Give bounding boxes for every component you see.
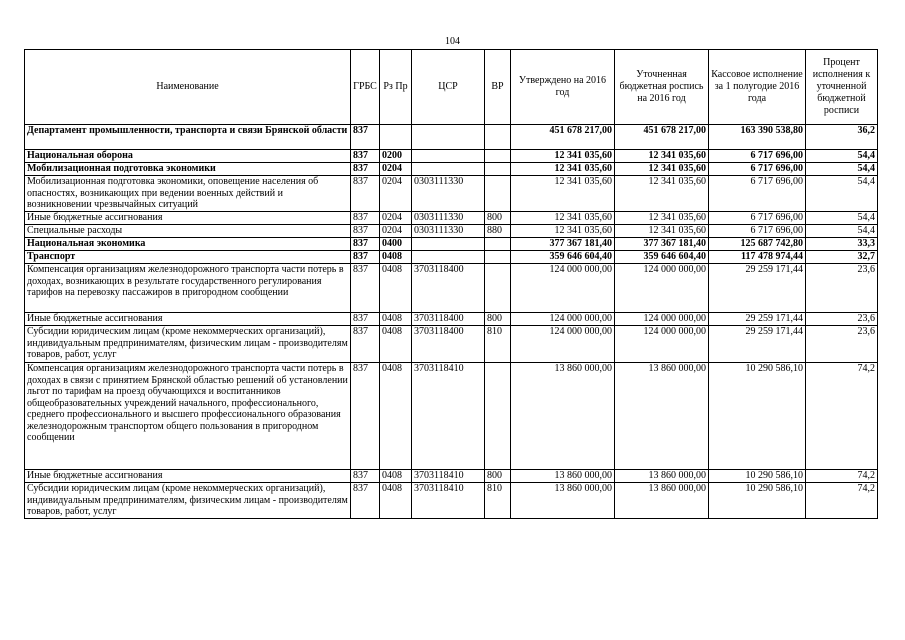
cell-approved: 12 341 035,60	[511, 176, 615, 212]
cell-vr	[485, 363, 511, 470]
cell-csr: 3703118410	[412, 483, 485, 519]
cell-rzpr: 0408	[380, 326, 412, 363]
cell-rzpr: 0408	[380, 313, 412, 326]
table-row	[25, 483, 878, 519]
cell-approved: 12 341 035,60	[511, 212, 615, 225]
table-row	[25, 326, 878, 363]
cell-cash: 10 290 586,10	[709, 483, 806, 519]
cell-refined: 124 000 000,00	[615, 264, 709, 313]
cell-name: Национальная экономика	[25, 238, 351, 251]
cell-cash: 6 717 696,00	[709, 150, 806, 163]
cell-percent: 54,4	[806, 163, 878, 176]
cell-rzpr: 0408	[380, 264, 412, 313]
cell-grbs: 837	[351, 251, 380, 264]
cell-percent: 74,2	[806, 470, 878, 483]
cell-name: Национальная оборона	[25, 150, 351, 163]
cell-approved: 13 860 000,00	[511, 483, 615, 519]
cell-approved: 124 000 000,00	[511, 326, 615, 363]
cell-refined: 13 860 000,00	[615, 470, 709, 483]
cell-vr	[485, 125, 511, 150]
cell-refined: 451 678 217,00	[615, 125, 709, 150]
cell-refined: 12 341 035,60	[615, 225, 709, 238]
cell-cash: 29 259 171,44	[709, 313, 806, 326]
cell-rzpr: 0408	[380, 363, 412, 470]
budget-table	[24, 49, 878, 519]
header-percent: Процент исполнения к уточненной бюджетной росписи	[806, 50, 878, 125]
table-row	[25, 163, 878, 176]
cell-grbs: 837	[351, 470, 380, 483]
cell-grbs: 837	[351, 363, 380, 470]
cell-refined: 12 341 035,60	[615, 176, 709, 212]
header-name: Наименование	[25, 50, 351, 125]
cell-cash: 163 390 538,80	[709, 125, 806, 150]
cell-csr: 3703118400	[412, 313, 485, 326]
cell-refined: 124 000 000,00	[615, 326, 709, 363]
table-row	[25, 125, 878, 150]
cell-cash: 29 259 171,44	[709, 326, 806, 363]
table-header-row	[25, 50, 878, 125]
cell-csr: 3703118410	[412, 470, 485, 483]
cell-name: Иные бюджетные ассигнования	[25, 313, 351, 326]
cell-refined: 377 367 181,40	[615, 238, 709, 251]
cell-rzpr: 0204	[380, 225, 412, 238]
header-grbs: ГРБС	[351, 50, 380, 125]
cell-rzpr: 0408	[380, 470, 412, 483]
cell-csr	[412, 163, 485, 176]
cell-percent: 32,7	[806, 251, 878, 264]
cell-cash: 125 687 742,80	[709, 238, 806, 251]
cell-vr: 800	[485, 313, 511, 326]
cell-approved: 377 367 181,40	[511, 238, 615, 251]
cell-percent: 54,4	[806, 150, 878, 163]
cell-cash: 6 717 696,00	[709, 212, 806, 225]
cell-approved: 359 646 604,40	[511, 251, 615, 264]
cell-approved: 124 000 000,00	[511, 264, 615, 313]
cell-refined: 12 341 035,60	[615, 163, 709, 176]
cell-cash: 6 717 696,00	[709, 225, 806, 238]
cell-csr: 3703118410	[412, 363, 485, 470]
cell-refined: 13 860 000,00	[615, 363, 709, 470]
cell-vr: 800	[485, 470, 511, 483]
cell-cash: 117 478 974,44	[709, 251, 806, 264]
cell-refined: 13 860 000,00	[615, 483, 709, 519]
cell-percent: 74,2	[806, 483, 878, 519]
table-row	[25, 313, 878, 326]
cell-rzpr: 0200	[380, 150, 412, 163]
cell-approved: 12 341 035,60	[511, 150, 615, 163]
cell-vr	[485, 150, 511, 163]
header-vr: ВР	[485, 50, 511, 125]
cell-rzpr	[380, 125, 412, 150]
table-row	[25, 251, 878, 264]
cell-percent: 54,4	[806, 225, 878, 238]
cell-cash: 29 259 171,44	[709, 264, 806, 313]
cell-vr: 800	[485, 212, 511, 225]
cell-approved: 451 678 217,00	[511, 125, 615, 150]
cell-grbs: 837	[351, 483, 380, 519]
cell-name: Мобилизационная подготовка экономики, оповещение населения об опасностях, возникающих при ведении военных действий и возникновении чрезвычайных ситуаций	[25, 176, 351, 212]
cell-approved: 13 860 000,00	[511, 363, 615, 470]
header-refined: Уточненная бюджетная роспись на 2016 год	[615, 50, 709, 125]
cell-csr: 0303111330	[412, 225, 485, 238]
cell-csr	[412, 125, 485, 150]
cell-approved: 124 000 000,00	[511, 313, 615, 326]
cell-percent: 54,4	[806, 176, 878, 212]
cell-grbs: 837	[351, 150, 380, 163]
cell-grbs: 837	[351, 163, 380, 176]
table-row	[25, 225, 878, 238]
cell-grbs: 837	[351, 176, 380, 212]
cell-name: Специальные расходы	[25, 225, 351, 238]
header-csr: ЦСР	[412, 50, 485, 125]
cell-approved: 12 341 035,60	[511, 225, 615, 238]
cell-name: Субсидии юридическим лицам (кроме некоммерческих организаций), индивидуальным предпринимателям, физическим лицам - производителям товаров, работ, услуг	[25, 326, 351, 363]
cell-rzpr: 0408	[380, 251, 412, 264]
table-row	[25, 212, 878, 225]
cell-vr	[485, 264, 511, 313]
cell-rzpr: 0204	[380, 176, 412, 212]
cell-percent: 33,3	[806, 238, 878, 251]
cell-rzpr: 0400	[380, 238, 412, 251]
cell-csr: 0303111330	[412, 176, 485, 212]
cell-csr	[412, 251, 485, 264]
cell-name: Субсидии юридическим лицам (кроме некоммерческих организаций), индивидуальным предпринимателям, физическим лицам - производителям товаров, работ, услуг	[25, 483, 351, 519]
cell-rzpr: 0204	[380, 163, 412, 176]
header-approved: Утверждено на 2016 год	[511, 50, 615, 125]
cell-name: Иные бюджетные ассигнования	[25, 212, 351, 225]
table-row	[25, 470, 878, 483]
cell-refined: 12 341 035,60	[615, 150, 709, 163]
cell-rzpr: 0204	[380, 212, 412, 225]
cell-name: Транспорт	[25, 251, 351, 264]
header-rzpr: Рз Пр	[380, 50, 412, 125]
cell-approved: 13 860 000,00	[511, 470, 615, 483]
cell-percent: 23,6	[806, 326, 878, 363]
cell-percent: 36,2	[806, 125, 878, 150]
cell-csr: 3703118400	[412, 326, 485, 363]
cell-vr	[485, 176, 511, 212]
cell-name: Департамент промышленности, транспорта и связи Брянской области	[25, 125, 351, 150]
cell-cash: 10 290 586,10	[709, 363, 806, 470]
cell-refined: 124 000 000,00	[615, 313, 709, 326]
cell-refined: 359 646 604,40	[615, 251, 709, 264]
table-row	[25, 150, 878, 163]
cell-percent: 23,6	[806, 313, 878, 326]
cell-grbs: 837	[351, 225, 380, 238]
cell-csr: 3703118400	[412, 264, 485, 313]
cell-grbs: 837	[351, 264, 380, 313]
header-cash: Кассовое исполнение за 1 полугодие 2016 года	[709, 50, 806, 125]
table-row	[25, 363, 878, 470]
table-row	[25, 176, 878, 212]
cell-csr: 0303111330	[412, 212, 485, 225]
cell-name: Компенсация организациям железнодорожного транспорта части потерь в доходах в связи с принятием Брянской областью решений об установлении льгот по тарифам на проезд обучающихся и воспитанников общеобразовательных учреждений начального, профессионального, среднего профессионального и высшего профессионального образования железнодорожным транспортом общего пользования в пригородном сообщении	[25, 363, 351, 470]
cell-cash: 6 717 696,00	[709, 163, 806, 176]
cell-grbs: 837	[351, 326, 380, 363]
cell-vr	[485, 251, 511, 264]
cell-grbs: 837	[351, 313, 380, 326]
cell-percent: 74,2	[806, 363, 878, 470]
cell-grbs: 837	[351, 212, 380, 225]
cell-percent: 23,6	[806, 264, 878, 313]
cell-rzpr: 0408	[380, 483, 412, 519]
cell-name: Иные бюджетные ассигнования	[25, 470, 351, 483]
cell-csr	[412, 238, 485, 251]
cell-name: Компенсация организациям железнодорожного транспорта части потерь в доходах, возникающих в результате государственного регулирования тарифов на перевозку пассажиров в пригородном сообщении	[25, 264, 351, 313]
cell-vr: 810	[485, 483, 511, 519]
cell-name: Мобилизационная подготовка экономики	[25, 163, 351, 176]
page-number: 104	[445, 36, 460, 47]
table-row	[25, 264, 878, 313]
table-row	[25, 238, 878, 251]
cell-cash: 10 290 586,10	[709, 470, 806, 483]
cell-percent: 54,4	[806, 212, 878, 225]
cell-vr: 880	[485, 225, 511, 238]
cell-cash: 6 717 696,00	[709, 176, 806, 212]
cell-grbs: 837	[351, 238, 380, 251]
cell-approved: 12 341 035,60	[511, 163, 615, 176]
cell-vr: 810	[485, 326, 511, 363]
cell-refined: 12 341 035,60	[615, 212, 709, 225]
cell-vr	[485, 238, 511, 251]
cell-csr	[412, 150, 485, 163]
cell-grbs: 837	[351, 125, 380, 150]
cell-vr	[485, 163, 511, 176]
